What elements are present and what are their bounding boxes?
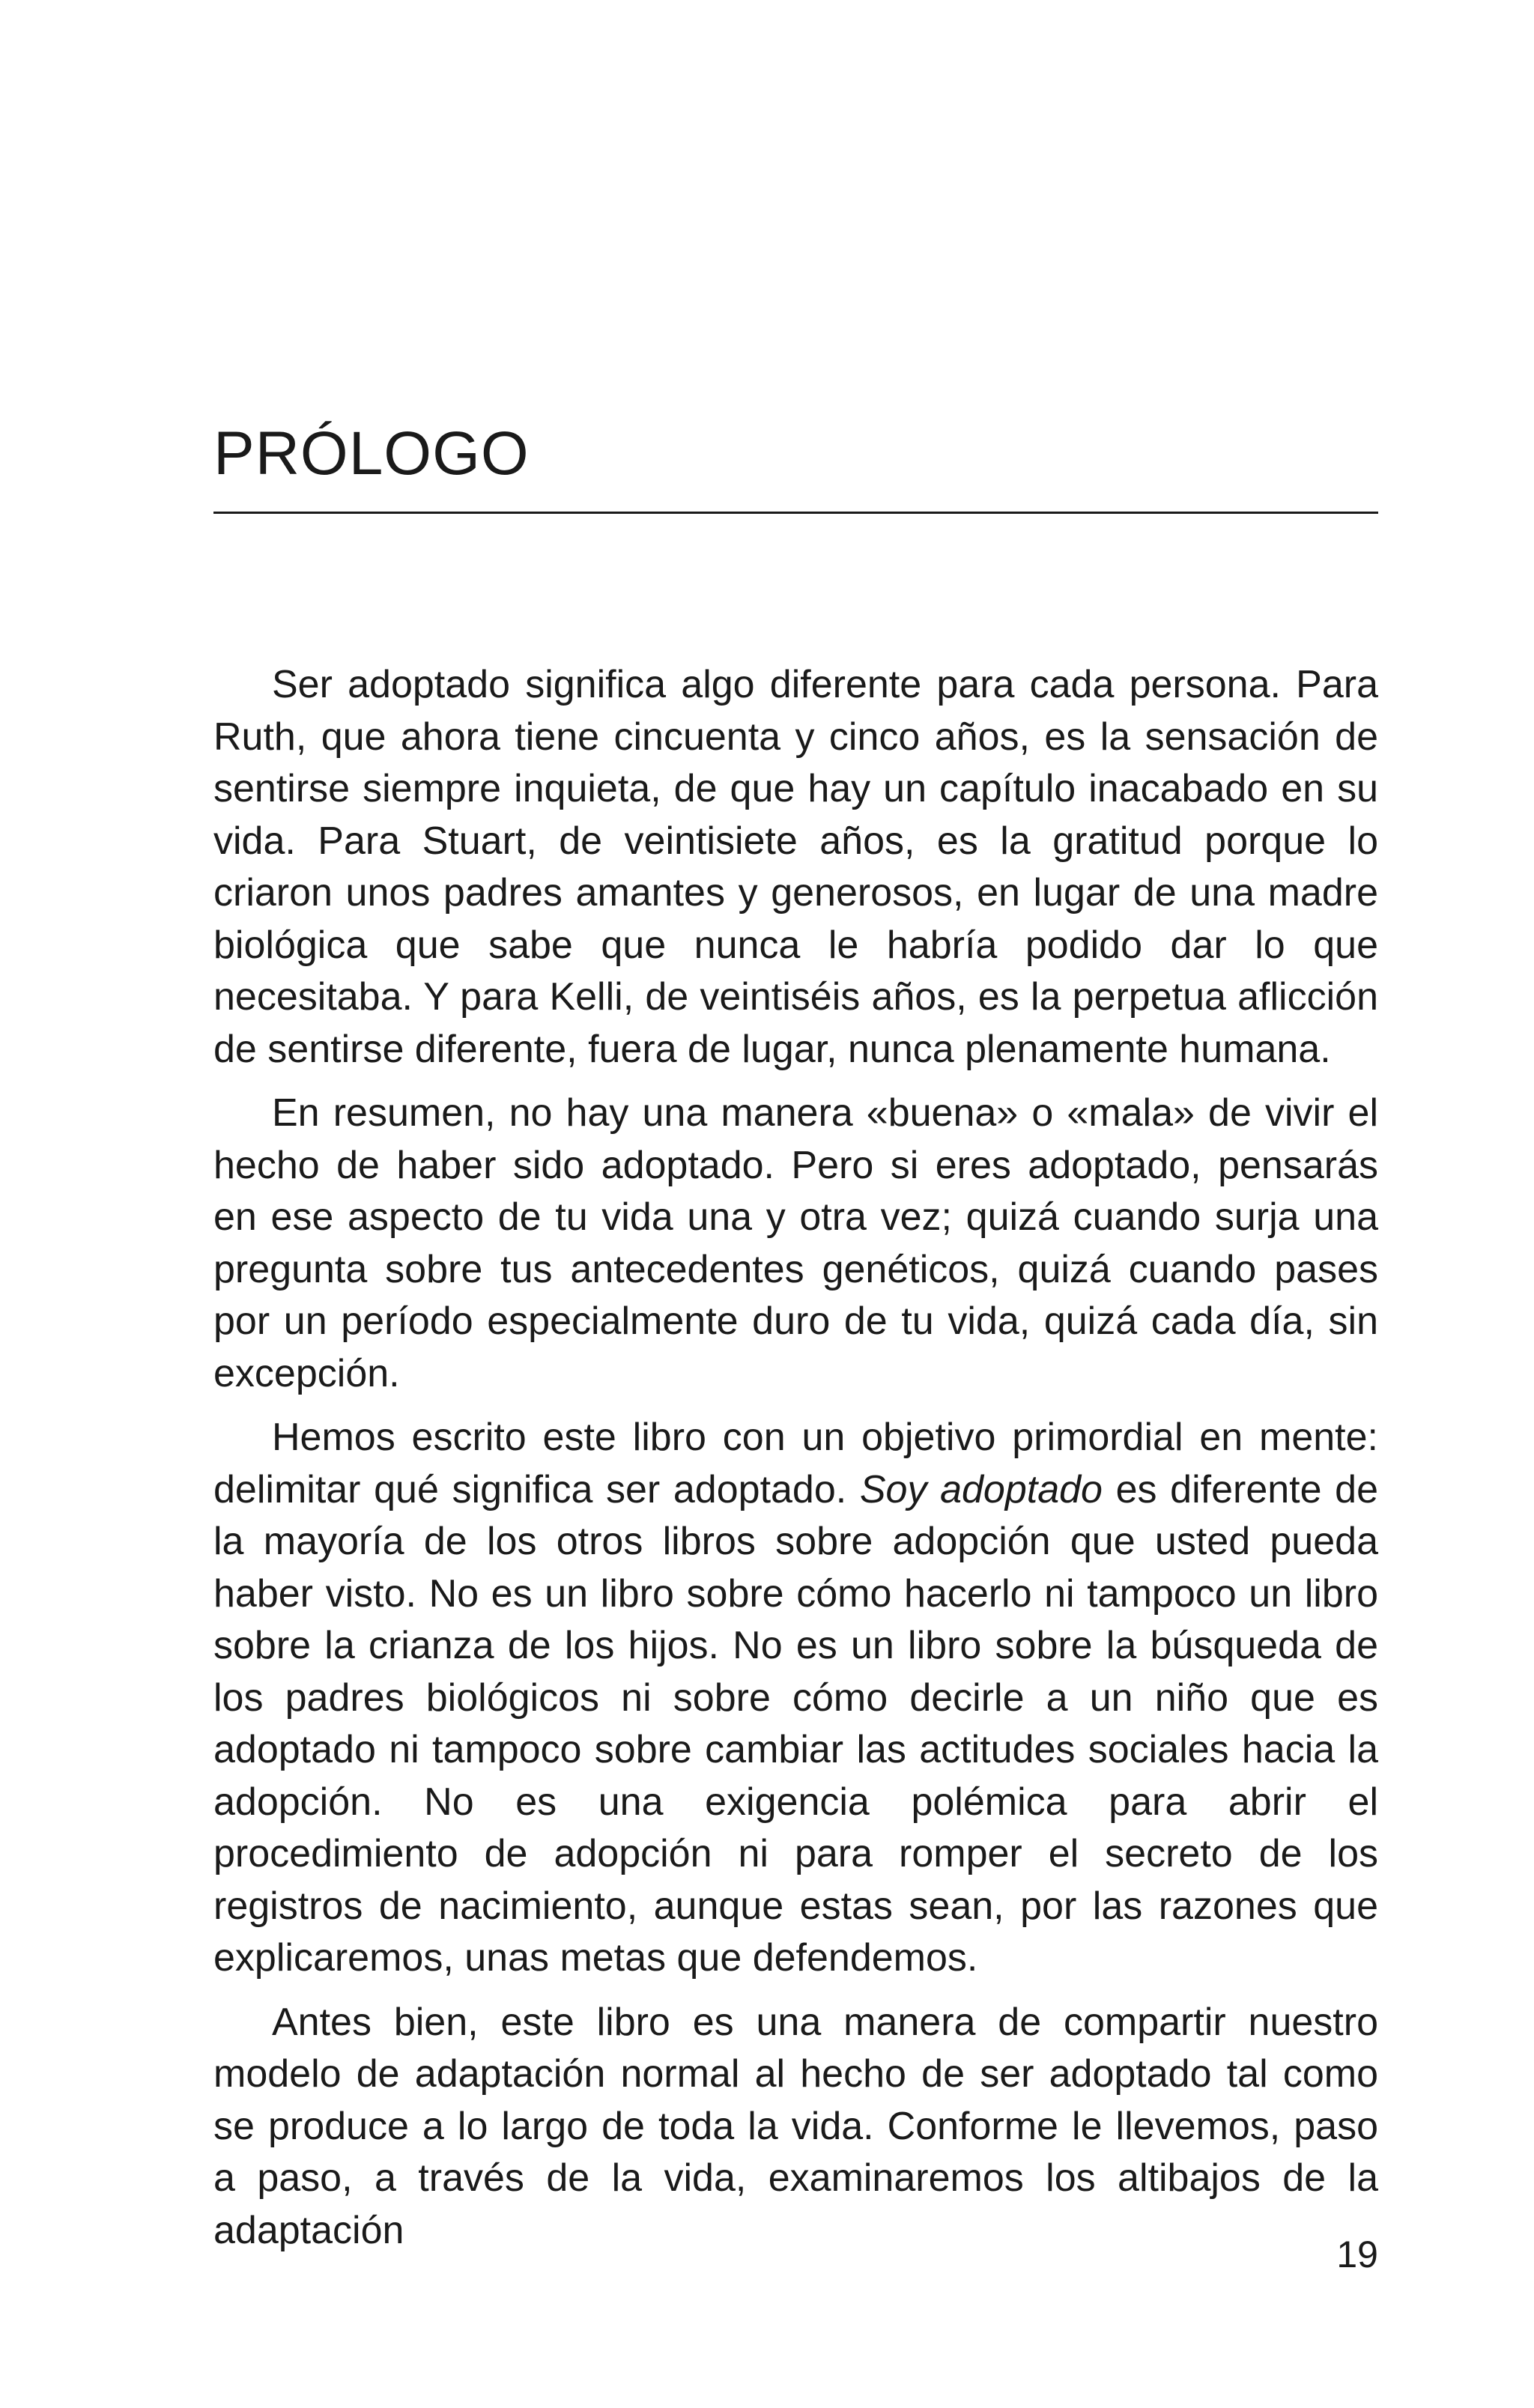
title-divider bbox=[213, 512, 1378, 514]
paragraph-3-text-end: es diferente de la mayoría de los otros libros sobre adopción que usted pueda haber visto. No es un libro sobre cómo hacerlo ni tampoco un libro sobre la crianza de los hijos. No es un libro sobre la búsqueda de los padres biológicos ni sobre cómo decirle a un niño que es adoptado ni tampoco sobre cambiar las actitudes sociales hacia la adopción. No es una exigencia polémica para abrir el procedimiento de adopción ni para romper el secreto de los registros de nacimiento, aunque estas sean, por las razones que explicaremos, unas metas que defendemos. bbox=[213, 1467, 1379, 1980]
body-text bbox=[213, 659, 1378, 2269]
book-title-italic: Soy adoptado bbox=[859, 1467, 1103, 1511]
paragraph-4: Antes bien, este libro es una manera de compartir nuestro modelo de adaptación normal al hecho de ser adoptado tal como se produce a lo largo de toda la vida. Conforme le llevemos, paso a paso, a través de la vida, examinaremos los altibajos de la adaptación bbox=[213, 2000, 1378, 2252]
page-number: 19 bbox=[1336, 2233, 1378, 2275]
paragraph-2: En resumen, no hay una manera «buena» o «mala» de vivir el hecho de haber sido adoptado. Pero si eres adoptado, pensarás en ese aspecto de tu vida una y otra vez; quizá cuando surja una pregunta sobre tus antecedentes genéticos, quizá cuando pases por un período especialmente duro de tu vida, quizá cada día, sin excepción. bbox=[213, 1091, 1378, 1395]
chapter-title: PRÓLOGO bbox=[213, 419, 530, 488]
paragraph-3-text-start: Hemos escrito este libro con un objetivo primordial en mente: delimitar qué significa ser adoptado. bbox=[213, 1416, 1378, 1511]
paragraph-3 bbox=[213, 1412, 1378, 1985]
paragraph-1: Ser adoptado significa algo diferente para cada persona. Para Ruth, que ahora tiene cincuenta y cinco años, es la sensación de sentirse siempre inquieta, de que hay un capítulo inacabado en su vida. Para Stuart, de veintisiete años, es la gratitud porque lo criaron unos padres amantes y generosos, en lugar de una madre biológica que sabe que nunca le habría podido dar lo que necesitaba. Y para Kelli, de veintiséis años, es la perpetua aflicción de sentirse diferente, fuera de lugar, nunca plenamente humana. bbox=[213, 663, 1378, 1071]
